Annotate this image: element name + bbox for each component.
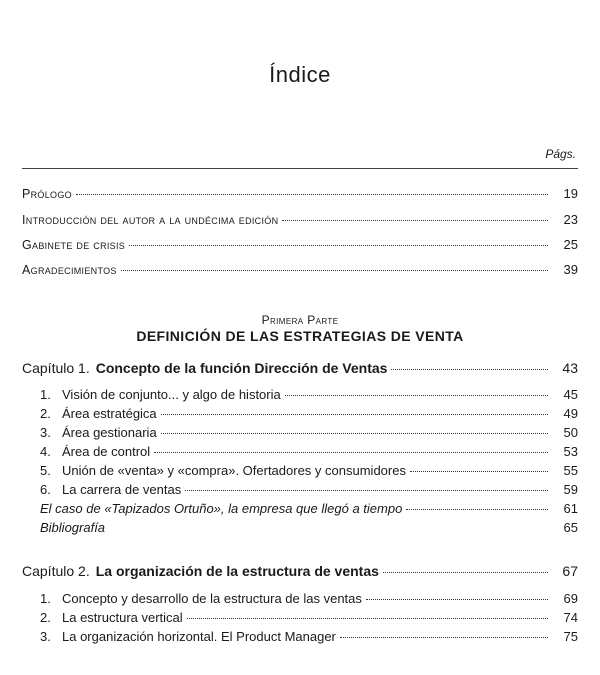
- leader-dots: [366, 599, 548, 600]
- leader-dots: [282, 220, 548, 221]
- chapter-title: Concepto de la función Dirección de Ventas: [95, 360, 388, 376]
- toc-entry-introduccion: [22, 212, 578, 228]
- section-label: Visión de conjunto... y algo de historia: [62, 387, 281, 402]
- chapter-1-heading: [22, 360, 578, 376]
- toc-entry-page: 23: [563, 212, 578, 227]
- toc-entry-page: 55: [563, 463, 578, 478]
- page-title: Índice: [269, 62, 331, 87]
- section-number: 5.: [40, 463, 51, 478]
- header-rule: [22, 168, 578, 169]
- toc-entry-prologo: [22, 186, 578, 202]
- section-number: 4.: [40, 444, 51, 459]
- part-title: DEFINICIÓN DE LAS ESTRATEGIAS DE VENTA: [136, 328, 464, 344]
- chapter-2-heading: [22, 563, 578, 579]
- section-entry: [40, 629, 578, 645]
- case-study-entry: [40, 501, 578, 517]
- section-label: La estructura vertical: [62, 610, 183, 625]
- section-number: 2.: [40, 610, 51, 625]
- section-entry: [40, 482, 578, 498]
- leader-dots: [383, 572, 548, 573]
- toc-entry-page: 75: [563, 629, 578, 644]
- toc-entry-label: Introducción del autor a la undécima edición: [22, 213, 279, 227]
- case-study-label: El caso de «Tapizados Ortuño», la empresa que llegó a tiempo: [40, 501, 403, 516]
- toc-entry-page: 39: [563, 262, 578, 277]
- toc-entry-page: 50: [563, 425, 578, 440]
- section-number: 3.: [40, 425, 51, 440]
- section-number: 1.: [40, 387, 51, 402]
- toc-entry-label: Agradecimientos: [22, 263, 117, 277]
- leader-dots: [187, 618, 548, 619]
- pages-column-label: Págs.: [545, 147, 576, 161]
- section-entry: [40, 444, 578, 460]
- toc-entry-label: Gabinete de crisis: [22, 238, 126, 252]
- toc-entry-page: 43: [562, 360, 578, 376]
- toc-entry-page: 61: [563, 501, 578, 516]
- leader-dots: [154, 452, 548, 453]
- section-label: La organización horizontal. El Product Manager: [62, 629, 336, 644]
- leader-dots: [76, 194, 548, 195]
- section-label: Concepto y desarrollo de la estructura de las ventas: [62, 591, 362, 606]
- section-entry: [40, 463, 578, 479]
- chapter-title: La organización de la estructura de ventas: [95, 563, 379, 579]
- leader-dots: [129, 245, 548, 246]
- leader-dots: [185, 490, 548, 491]
- leader-dots: [340, 637, 548, 638]
- section-entry: [40, 425, 578, 441]
- section-entry: [40, 406, 578, 422]
- toc-entry-label: Prólogo: [22, 187, 72, 201]
- leader-dots: [161, 433, 548, 434]
- toc-entry-page: 59: [563, 482, 578, 497]
- toc-entry-page: 69: [563, 591, 578, 606]
- toc-entry-page: 45: [563, 387, 578, 402]
- section-label: Unión de «venta» y «compra». Ofertadores y consumidores: [62, 463, 406, 478]
- leader-dots: [121, 270, 548, 271]
- leader-dots: [406, 509, 548, 510]
- toc-entry-page: 25: [563, 237, 578, 252]
- toc-entry-page: 65: [563, 520, 578, 535]
- leader-dots: [410, 471, 548, 472]
- section-number: 6.: [40, 482, 51, 497]
- toc-entry-gabinete: [22, 237, 578, 253]
- section-number: 3.: [40, 629, 51, 644]
- section-number: 1.: [40, 591, 51, 606]
- bibliography-entry: [40, 520, 578, 536]
- section-entry: [40, 591, 578, 607]
- leader-dots: [161, 414, 548, 415]
- section-label: Área de control: [62, 444, 151, 459]
- toc-entry-page: 74: [563, 610, 578, 625]
- toc-entry-page: 19: [563, 186, 578, 201]
- toc-entry-agradecimientos: [22, 262, 578, 278]
- toc-entry-page: 49: [563, 406, 578, 421]
- toc-entry-page: 67: [562, 563, 578, 579]
- chapter-number: Capítulo 2.: [22, 563, 90, 579]
- leader-dots: [285, 395, 548, 396]
- section-label: La carrera de ventas: [62, 482, 182, 497]
- leader-dots: [391, 369, 548, 370]
- part-label: Primera Parte: [261, 313, 339, 327]
- section-entry: [40, 387, 578, 403]
- toc-entry-page: 53: [563, 444, 578, 459]
- section-label: Área gestionaria: [62, 425, 157, 440]
- bibliography-label: Bibliografía: [40, 520, 106, 535]
- chapter-number: Capítulo 1.: [22, 360, 90, 376]
- section-label: Área estratégica: [62, 406, 157, 421]
- section-number: 2.: [40, 406, 51, 421]
- section-entry: [40, 610, 578, 626]
